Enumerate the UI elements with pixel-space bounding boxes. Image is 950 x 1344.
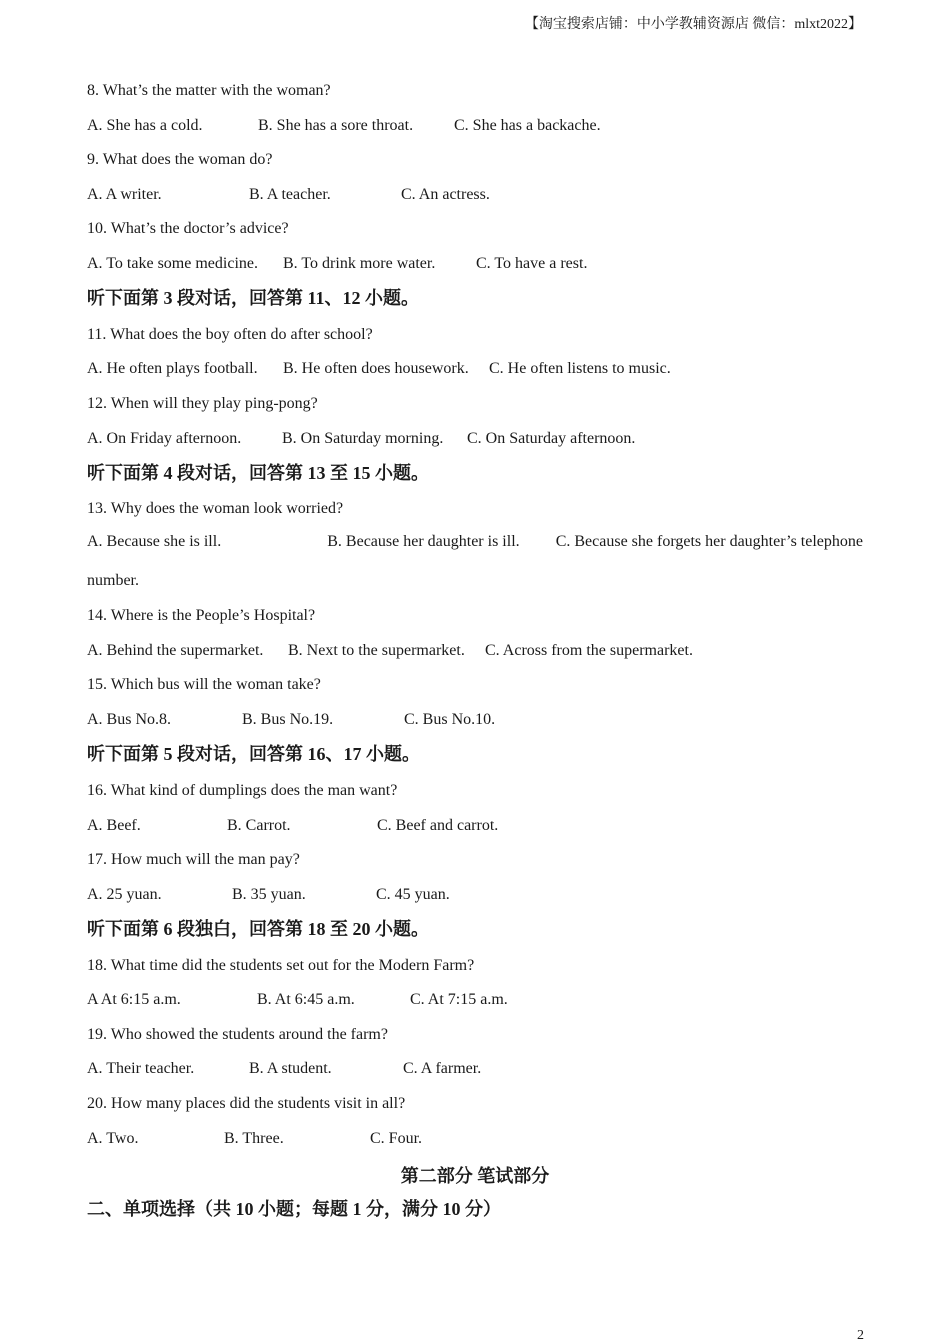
option-a: A. Beef. [87,817,141,834]
page-header: 【淘宝搜索店铺：中小学教辅资源店 微信：mlxt2022】 [524,17,862,32]
option-c: C. Across from the supermarket. [485,642,693,659]
option-c: C. Because she forgets her daughter’s telephone [555,533,863,550]
option-a: A. Their teacher. [87,1060,195,1077]
option-a: A. A writer. [87,186,162,203]
option-a: A. She has a cold. [87,117,203,134]
question-12: 12. When will they play ping-pong? [87,395,318,412]
option-c: C. To have a rest. [476,255,588,272]
option-a: A. Because she is ill. [87,533,222,550]
option-a: A. Two. [87,1130,139,1147]
option-c: C. Four. [370,1130,423,1147]
question-15: 15. Which bus will the woman take? [87,676,321,693]
option-a: A. He often plays football. [87,360,258,377]
option-c: C. At 7:15 a.m. [410,991,508,1008]
option-c: C. An actress. [401,186,490,203]
question-10: 10. What’s the doctor’s advice? [87,220,289,237]
option-b: B. To drink more water. [283,255,436,272]
section-two-heading: 二、单项选择（共 10 小题；每题 1 分，满分 10 分） [87,1199,501,1219]
option-c: C. On Saturday afternoon. [467,430,636,447]
option-b: B. At 6:45 a.m. [257,991,355,1008]
option-a: A. To take some medicine. [87,255,258,272]
section-heading-6: 听下面第 6 段独白，回答第 18 至 20 小题。 [87,919,429,939]
question-9: 9. What does the woman do? [87,151,273,168]
option-b: B. Because her daughter is ill. [327,533,520,550]
option-c: C. He often listens to music. [489,360,671,377]
option-b: B. Carrot. [227,817,291,834]
option-b: B. Three. [224,1130,284,1147]
question-17: 17. How much will the man pay? [87,851,300,868]
section-heading-4: 听下面第 4 段对话，回答第 13 至 15 小题。 [87,463,429,483]
option-a: A. Behind the supermarket. [87,642,264,659]
question-19: 19. Who showed the students around the farm? [87,1026,388,1043]
option-b: B. A student. [249,1060,332,1077]
section-heading-3: 听下面第 3 段对话，回答第 11、12 小题。 [87,288,420,308]
option-c: C. A farmer. [403,1060,482,1077]
option-a: A At 6:15 a.m. [87,991,181,1008]
question-16: 16. What kind of dumplings does the man want? [87,782,398,799]
question-8: 8. What’s the matter with the woman? [87,82,331,99]
question-11: 11. What does the boy often do after school? [87,326,373,343]
option-a: A. Bus No.8. [87,711,172,728]
option-b: B. On Saturday morning. [282,430,444,447]
option-a: A. On Friday afternoon. [87,430,242,447]
section-heading-5: 听下面第 5 段对话，回答第 16、17 小题。 [87,744,420,764]
question-13: 13. Why does the woman look worried? [87,500,344,517]
question-18: 18. What time did the students set out for the Modern Farm? [87,957,475,974]
question-14: 14. Where is the People’s Hospital? [87,607,316,624]
option-b: B. Bus No.19. [242,711,334,728]
option-b: B. She has a sore throat. [258,117,414,134]
question-13-options [87,533,863,551]
option-c: C. Bus No.10. [404,711,496,728]
question-20: 20. How many places did the students visit in all? [87,1095,406,1112]
option-b: B. He often does housework. [283,360,469,377]
option-b: B. A teacher. [249,186,331,203]
question-13-option-c-continued: number. [87,572,139,589]
page-number: 2 [857,1328,864,1343]
option-b: B. Next to the supermarket. [288,642,465,659]
part-two-title: 第二部分 笔试部分 [400,1166,550,1186]
option-c: C. She has a backache. [454,117,601,134]
option-b: B. 35 yuan. [232,886,306,903]
option-c: C. Beef and carrot. [377,817,499,834]
option-a: A. 25 yuan. [87,886,162,903]
option-c: C. 45 yuan. [376,886,450,903]
